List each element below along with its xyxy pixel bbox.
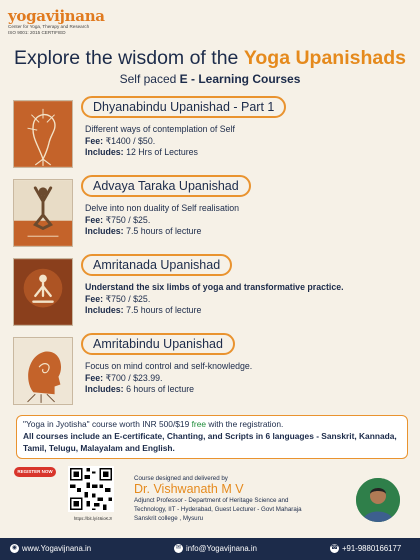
register-link[interactable]: https://bit.ly/46ioKJr	[73, 516, 113, 521]
course-title[interactable]: Amritanada Upanishad	[81, 254, 232, 276]
subtitle-bold: E - Learning Courses	[179, 72, 301, 86]
course-details	[85, 124, 235, 159]
mail-icon: ✉	[175, 545, 182, 552]
includes-note: All courses include an E-certificate, Chanting, and Scripts in 6 languages - Sanskrit, Kannada, Tamil, Telugu, Malayalam and English.	[23, 430, 397, 453]
course-card-advaya-taraka[interactable]	[13, 179, 413, 251]
instructor-name: Dr. Vishwanath M V	[134, 482, 244, 496]
head-profile-icon	[14, 338, 72, 404]
page-title	[0, 47, 420, 70]
title-text: Explore the wisdom of the	[14, 47, 244, 69]
course-thumbnail	[13, 337, 73, 405]
course-card-dhyanabindu[interactable]	[13, 100, 413, 172]
course-title[interactable]: Advaya Taraka Upanishad	[81, 175, 251, 197]
course-title[interactable]: Amritabindu Upanishad	[81, 333, 235, 355]
footer-phone[interactable]	[330, 544, 401, 553]
instructor-bio-line: Sanskrit college , Mysuru	[134, 515, 204, 523]
register-now-button[interactable]: REGISTER NOW	[14, 467, 56, 477]
seated-yogi-icon	[14, 259, 72, 325]
bonus-text: "Yoga in Jyotisha" course worth INR 500/$19	[23, 419, 192, 429]
instructor-info	[134, 475, 354, 524]
fee-value: ₹750 / $25.	[103, 293, 151, 304]
logo	[8, 8, 108, 36]
email-text: info@Yogavijnana.in	[186, 544, 257, 553]
bonus-free: free	[191, 419, 207, 429]
course-details	[85, 203, 239, 238]
course-includes	[85, 147, 235, 159]
page-subtitle	[0, 72, 420, 86]
course-includes	[85, 226, 239, 238]
course-description: Understand the six limbs of yoga and transformative practice.	[85, 282, 344, 292]
tree-head-icon	[14, 101, 72, 167]
person-icon	[356, 478, 400, 522]
fee-label: Fee:	[85, 214, 104, 225]
fee-value: ₹700 / $23.99.	[103, 372, 163, 383]
logo-text: yogavijnana	[8, 7, 105, 25]
fee-value: ₹1400 / $50.	[103, 135, 156, 146]
instructor-avatar	[356, 478, 400, 522]
qr-code-icon[interactable]	[68, 466, 114, 512]
title-highlight: Yoga Upanishads	[243, 47, 406, 69]
course-includes	[85, 305, 344, 317]
course-fee	[85, 294, 344, 306]
instructor-bio	[134, 496, 354, 524]
phone-icon: ☎	[330, 545, 339, 552]
bonus-text-end: with the registration.	[206, 419, 284, 429]
includes-label: Includes:	[85, 226, 124, 236]
bonus-line	[23, 419, 401, 431]
fee-value: ₹750 / $25.	[103, 214, 151, 225]
logo-tagline: Center for Yoga, Therapy and Research	[8, 24, 90, 29]
logo-cert: ISO 9001: 2015 CERTIFIED	[8, 30, 66, 35]
course-thumbnail	[13, 100, 73, 168]
course-fee	[85, 136, 235, 148]
fee-label: Fee:	[85, 135, 104, 146]
globe-icon: ◉	[11, 545, 18, 552]
course-details	[85, 282, 344, 317]
course-details	[85, 361, 252, 396]
footer-website[interactable]	[10, 544, 91, 553]
course-thumbnail	[13, 258, 73, 326]
subtitle-text: Self paced	[119, 72, 180, 86]
phone-text: +91-9880166177	[342, 544, 402, 553]
meditation-figure-icon	[14, 180, 72, 246]
website-text: www.Yogavijnana.in	[22, 544, 92, 553]
course-description: Focus on mind control and self-knowledge.	[85, 361, 253, 371]
course-thumbnail	[13, 179, 73, 247]
course-description: Different ways of contemplation of Self	[85, 124, 235, 134]
includes-label: Includes:	[85, 384, 124, 394]
includes-value: 7.5 hours of lecture	[123, 305, 202, 315]
course-title[interactable]: Dhyanabindu Upanishad - Part 1	[81, 96, 286, 118]
instructor-bio-line: Adjunct Professor - Department of Heritage Science and	[134, 497, 289, 504]
includes-value: 7.5 hours of lecture	[123, 226, 202, 236]
course-includes	[85, 384, 252, 396]
instructor-intro: Course designed and delivered by	[134, 475, 228, 482]
course-description: Delve into non duality of Self realisation	[85, 203, 240, 213]
includes-value: 12 Hrs of Lectures	[123, 147, 198, 157]
footer-email[interactable]	[174, 544, 257, 553]
course-card-amritabindu[interactable]	[13, 337, 413, 409]
footer-bar	[0, 538, 420, 560]
includes-value: 6 hours of lecture	[123, 384, 195, 394]
course-card-amritanada[interactable]	[13, 258, 413, 330]
fee-label: Fee:	[85, 372, 104, 383]
includes-label: Includes:	[85, 305, 124, 315]
course-fee	[85, 373, 252, 385]
bonus-note	[16, 415, 408, 459]
instructor-bio-line: Technology, IIT - Hyderabad, Guest Lecturer - Govt Maharaja	[134, 506, 302, 514]
fee-label: Fee:	[85, 293, 104, 304]
includes-label: Includes:	[85, 147, 124, 157]
course-fee	[85, 215, 239, 227]
